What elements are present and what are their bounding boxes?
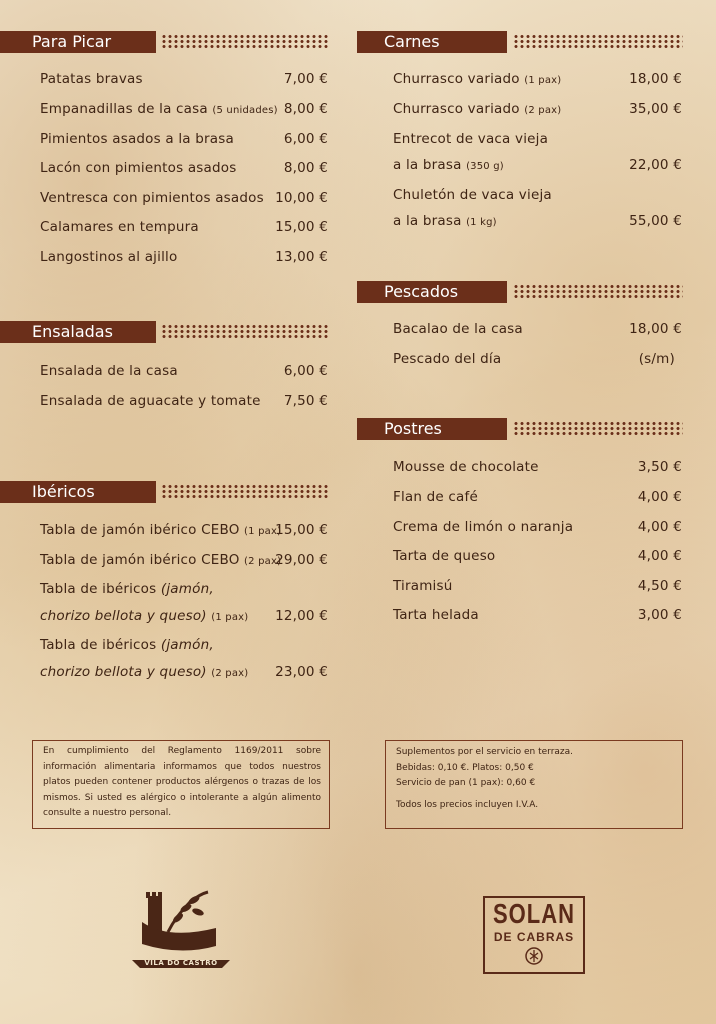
item-price: 4,50 €: [637, 578, 682, 594]
item-name: Tarta de queso: [393, 548, 496, 564]
section-title: Ensaladas: [0, 321, 156, 343]
item-name: Lacón con pimientos asados: [40, 160, 237, 176]
menu-item: [40, 580, 328, 625]
item-name: Pescado del día: [393, 351, 502, 367]
item-price: 6,00 €: [283, 131, 328, 147]
item-name: Churrasco variado (1 pax): [393, 71, 562, 87]
item-price: 15,00 €: [275, 219, 328, 235]
section-postres: [357, 418, 685, 440]
item-price: 3,50 €: [637, 459, 682, 475]
item-name: Churrasco variado (2 pax): [393, 101, 562, 117]
item-note: (350 g): [466, 161, 504, 172]
item-price: 22,00 €: [629, 157, 682, 173]
supplements-box: [385, 740, 683, 829]
item-name: Chuletón de vaca vieja: [393, 187, 552, 203]
section-ibericos: [0, 481, 328, 503]
item-name: Crema de limón o naranja: [393, 519, 574, 535]
item-name: Tabla de jamón ibérico CEBO (1 pax): [40, 522, 282, 538]
item-price: 23,00 €: [275, 664, 328, 680]
item-price: 7,50 €: [283, 393, 328, 409]
item-name: Tabla de ibéricos (jamón,: [40, 637, 214, 653]
dotted-divider: [513, 284, 683, 300]
item-name: Tiramisú: [393, 578, 453, 594]
item-name: Ensalada de aguacate y tomate: [40, 393, 261, 409]
item-price: 10,00 €: [275, 190, 328, 206]
item-note: (1 pax): [244, 526, 282, 537]
item-name: Ensalada de la casa: [40, 363, 178, 379]
item-price: 3,00 €: [637, 607, 682, 623]
dotted-divider: [513, 421, 683, 437]
item-price: 7,00 €: [283, 71, 328, 87]
section-title: Ibéricos: [0, 481, 156, 503]
emblem-icon: [524, 947, 544, 965]
item-price: 18,00 €: [629, 321, 682, 337]
item-note: (1 pax): [211, 612, 249, 623]
item-price: 13,00 €: [275, 249, 328, 265]
item-note: (1 pax): [524, 75, 562, 86]
menu-item: [393, 130, 682, 175]
item-name: Bacalao de la casa: [393, 321, 523, 337]
supplements-line: Bebidas: 0,10 €. Platos: 0,50 €: [396, 762, 534, 773]
item-name: Entrecot de vaca vieja: [393, 131, 549, 147]
item-note: (2 pax): [211, 668, 249, 679]
item-name: Pimientos asados a la brasa: [40, 131, 234, 147]
item-name: Mousse de chocolate: [393, 459, 539, 475]
item-name-line2: chorizo bellota y queso) (1 pax): [40, 608, 249, 624]
item-price: 15,00 €: [275, 522, 328, 538]
allergen-notice-text: En cumplimiento del Reglamento 1169/2011 sobre información alimentaria informamos que todos nuestros platos pueden contener productos alérgenos o trazas de los mismos. Si usted es alérgico o intolerante a algún alimento consulte a nuestro personal.: [43, 746, 321, 818]
item-price: 12,00 €: [275, 608, 328, 624]
item-price: 4,00 €: [637, 489, 682, 505]
item-name: Tabla de jamón ibérico CEBO (2 pax): [40, 552, 282, 568]
supplements-line: Todos los precios incluyen I.V.A.: [396, 799, 539, 810]
item-price: 55,00 €: [629, 213, 682, 229]
item-name: Langostinos al ajillo: [40, 249, 178, 265]
item-price: 4,00 €: [637, 519, 682, 535]
item-price: 18,00 €: [629, 71, 682, 87]
item-note: (2 pax): [244, 556, 282, 567]
item-price: (s/m): [638, 351, 675, 367]
item-name: Flan de café: [393, 489, 478, 505]
item-price: 4,00 €: [637, 548, 682, 564]
section-title: Para Picar: [0, 31, 156, 53]
section-title: Postres: [357, 418, 507, 440]
section-carnes: [357, 31, 685, 53]
section-pescados: [357, 281, 685, 303]
supplements-line: Suplementos por el servicio en terraza.: [396, 747, 574, 757]
dotted-divider: [161, 484, 328, 500]
menu-item: [40, 636, 328, 681]
section-title: Carnes: [357, 31, 507, 53]
item-price: 6,00 €: [283, 363, 328, 379]
item-name: Patatas bravas: [40, 71, 143, 87]
item-name-line2: a la brasa (1 kg): [393, 213, 497, 229]
item-note: (2 pax): [524, 105, 562, 116]
item-name: Tarta helada: [393, 607, 479, 623]
item-name: Ventresca con pimientos asados: [40, 190, 264, 206]
dotted-divider: [513, 34, 683, 50]
item-price: 8,00 €: [283, 101, 328, 117]
item-price: 29,00 €: [275, 552, 328, 568]
de-cabras-logo-text: DE CABRAS: [493, 930, 575, 944]
solan-de-cabras-logo: [483, 896, 585, 974]
menu-item: [393, 186, 682, 231]
vila-do-castro-text: VILA DO CASTRO: [144, 959, 218, 967]
item-name: Calamares en tempura: [40, 219, 199, 235]
supplements-line: Servicio de pan (1 pax): 0,60 €: [396, 778, 536, 788]
item-price: 35,00 €: [629, 101, 682, 117]
item-note: (5 unidades): [212, 105, 278, 116]
vila-do-castro-logo: [128, 888, 234, 980]
solan-logo-text: SOLAN: [493, 897, 575, 929]
allergen-notice: [32, 740, 330, 829]
dotted-divider: [161, 34, 328, 50]
item-price: 8,00 €: [283, 160, 328, 176]
item-name-line2: a la brasa (350 g): [393, 157, 504, 173]
dotted-divider: [161, 324, 328, 340]
section-ensaladas: [0, 321, 328, 343]
item-note: (1 kg): [466, 217, 497, 228]
item-name: Tabla de ibéricos (jamón,: [40, 581, 214, 597]
item-name: Empanadillas de la casa (5 unidades): [40, 101, 278, 117]
section-title: Pescados: [357, 281, 507, 303]
section-para-picar: [0, 31, 328, 53]
item-name-line2: chorizo bellota y queso) (2 pax): [40, 664, 249, 680]
